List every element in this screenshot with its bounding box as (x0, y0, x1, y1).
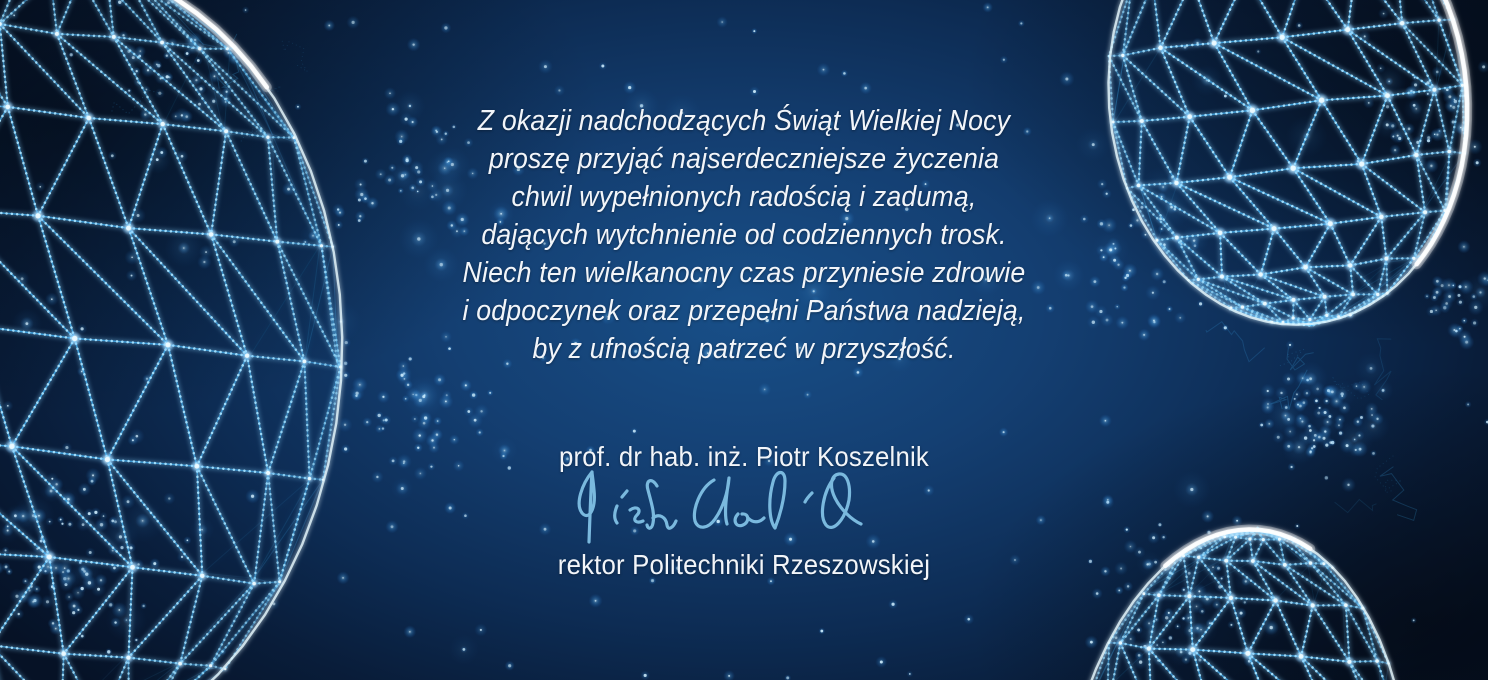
easter-wishes-text (60, 102, 1429, 368)
wishes-line-2: proszę przyjąć najserdeczniejsze życzenia (488, 143, 1000, 175)
signer-name: prof. dr hab. inż. Piotr Koszelnik (559, 441, 929, 472)
wishes-line-5: Niech ten wielkanocny czas przyniesie zdrowie (462, 257, 1026, 289)
wishes-line-3: chwil wypełnionych radością i zadumą, (511, 181, 977, 213)
signer-title: rektor Politechniki Rzeszowskiej (557, 549, 931, 580)
wishes-line-4: dających wytchnienie od codziennych trosk. (481, 219, 1007, 251)
signature-strokes (579, 472, 861, 542)
wishes-line-1: Z okazji nadchodzących Świąt Wielkiej Nocy (477, 105, 1011, 137)
wishes-line-6: i odpoczynek oraz przepełni Państwa nadzieją, (462, 295, 1026, 327)
wishes-line-7: by z ufnością patrzeć w przyszłość. (532, 333, 956, 365)
